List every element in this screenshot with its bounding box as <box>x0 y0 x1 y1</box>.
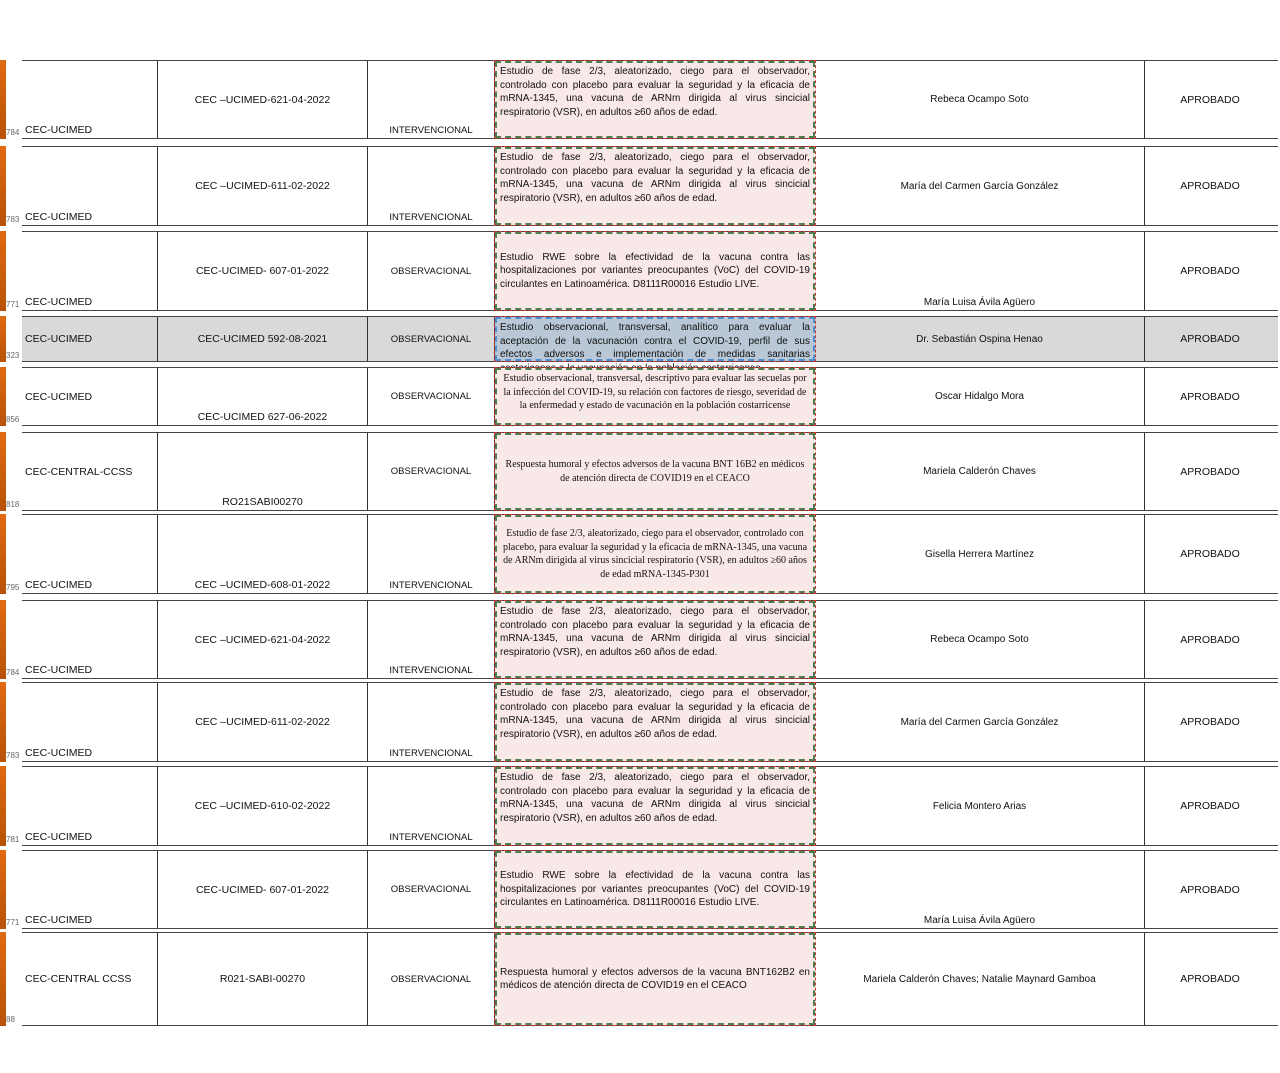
committee: CEC-UCIMED <box>25 914 93 926</box>
row-marker <box>0 766 6 846</box>
investigator: Mariela Calderón Chaves <box>923 466 1036 477</box>
row-cells <box>22 850 1278 929</box>
study-type: OBSERVACIONAL <box>390 466 472 477</box>
title-cell[interactable] <box>495 61 815 138</box>
committee: CEC-UCIMED <box>25 211 93 223</box>
investigator: María Luisa Ávila Agüero <box>923 297 1036 308</box>
committee: CEC-UCIMED <box>25 390 93 403</box>
committee-cell <box>22 515 158 593</box>
row-cells <box>22 766 1278 846</box>
code-cell <box>158 368 368 425</box>
type-cell <box>368 767 495 845</box>
title-cell[interactable] <box>495 767 815 845</box>
row-number: 784 <box>6 128 20 137</box>
investigator-cell <box>815 515 1145 593</box>
row-cells <box>22 682 1278 762</box>
table-row <box>0 60 1278 139</box>
type-cell <box>368 851 495 928</box>
row-marker <box>0 231 6 311</box>
investigator: María Luisa Ávila Agüero <box>923 915 1036 926</box>
title-cell[interactable] <box>495 147 815 225</box>
investigator-cell <box>815 601 1145 678</box>
code-cell <box>158 515 368 593</box>
title-cell[interactable] <box>495 683 815 761</box>
committee-cell <box>22 61 158 138</box>
study-type: INTERVENCIONAL <box>389 125 473 136</box>
status-cell <box>1145 851 1275 928</box>
committee-cell <box>22 232 158 310</box>
study-code: CEC –UCIMED-611-02-2022 <box>195 180 330 192</box>
study-code: CEC-UCIMED- 607-01-2022 <box>195 883 330 896</box>
row-cells <box>22 600 1278 679</box>
table-row <box>0 600 1278 679</box>
table-row <box>0 432 1278 511</box>
study-code: CEC –UCIMED-610-02-2022 <box>194 800 331 812</box>
committee-cell <box>22 147 158 225</box>
row-cells <box>22 60 1278 139</box>
study-title: Estudio observacional, transversal, analítico para evaluar la aceptación de la vacunación contra el COVID-19, perfil de sus efectos adversos e implementación de medidas sanitarias <box>500 322 810 360</box>
committee-cell <box>22 767 158 845</box>
investigator: Oscar Hidalgo Mora <box>935 391 1024 402</box>
type-cell <box>368 933 495 1025</box>
committee: CEC-UCIMED <box>25 747 93 759</box>
type-cell <box>368 601 495 678</box>
status-cell <box>1145 767 1275 845</box>
row-marker <box>0 682 6 762</box>
study-type: INTERVENCIONAL <box>389 212 473 223</box>
status-cell <box>1145 61 1275 138</box>
row-cells <box>22 316 1278 362</box>
row-number: 795 <box>6 583 20 592</box>
row-number: 856 <box>6 415 20 424</box>
row-marker <box>0 146 6 226</box>
study-type: INTERVENCIONAL <box>389 748 473 759</box>
type-cell <box>368 317 495 361</box>
table-row <box>0 146 1278 226</box>
type-cell <box>368 368 495 425</box>
study-title: Estudio RWE sobre la efectividad de la vacuna contra las hospitalizaciones por variantes preocupantes (VoC) del COVID-19 circulantes en Latinoamérica. D8111R00016 Estudio LIVE. <box>500 870 810 909</box>
investigator-cell <box>815 433 1145 510</box>
committee-cell <box>22 601 158 678</box>
row-number: 781 <box>6 835 20 844</box>
investigator: María del Carmen García González <box>900 180 1059 192</box>
row-cells <box>22 432 1278 511</box>
table-row <box>0 367 1278 426</box>
code-cell <box>158 147 368 225</box>
committee-cell <box>22 368 158 425</box>
status-badge: APROBADO <box>1180 633 1240 646</box>
investigator-cell <box>815 317 1145 361</box>
title-cell[interactable] <box>495 851 815 928</box>
status-badge: APROBADO <box>1180 973 1240 985</box>
title-cell[interactable] <box>495 232 815 310</box>
study-code: CEC –UCIMED-608-01-2022 <box>194 579 331 591</box>
study-type: OBSERVACIONAL <box>390 265 472 277</box>
investigator: Rebeca Ocampo Soto <box>930 94 1029 105</box>
study-type: OBSERVACIONAL <box>390 973 472 985</box>
study-type: OBSERVACIONAL <box>390 391 472 402</box>
title-cell[interactable] <box>495 368 815 425</box>
study-code: CEC –UCIMED-621-04-2022 <box>194 633 331 646</box>
committee: CEC-CENTRAL CCSS <box>25 973 132 985</box>
committee: CEC-UCIMED <box>25 333 93 345</box>
investigator-cell <box>815 767 1145 845</box>
study-code: RO21SABI00270 <box>222 496 303 508</box>
study-type: INTERVENCIONAL <box>389 580 473 591</box>
study-code: R021-SABI-00270 <box>219 973 306 985</box>
investigator: María del Carmen García González <box>900 716 1059 728</box>
study-code: CEC-UCIMED 627-06-2022 <box>197 411 328 423</box>
table-row <box>0 316 1278 362</box>
code-cell <box>158 683 368 761</box>
study-code: CEC –UCIMED-611-02-2022 <box>195 716 330 728</box>
status-cell <box>1145 147 1275 225</box>
row-marker <box>0 514 6 594</box>
committee: CEC-UCIMED <box>25 664 93 676</box>
row-number: 771 <box>6 918 20 927</box>
committee: CEC-UCIMED <box>25 296 93 308</box>
row-number: 88 <box>6 1015 15 1024</box>
study-title: Respuesta humoral y efectos adversos de la vacuna BNT 16B2 en médicos de atención directa de COVID19 en el CEACO <box>505 459 805 484</box>
code-cell <box>158 317 368 361</box>
study-title: Estudio de fase 2/3, aleatorizado, ciego para el observador, controlado con placebo para evaluar la seguridad y la eficacia de mRNA-1345, una vacuna de ARNm dirigida al virus sincicial respiratorio (VSR), en adultos ≥60 años de edad. <box>500 688 810 740</box>
status-badge: APROBADO <box>1180 883 1240 896</box>
investigator: Rebeca Ocampo Soto <box>930 634 1029 645</box>
study-type: OBSERVACIONAL <box>390 884 472 895</box>
investigator-cell <box>815 851 1145 928</box>
committee: CEC-UCIMED <box>25 579 93 591</box>
committee-cell <box>22 683 158 761</box>
committee-cell <box>22 317 158 361</box>
study-title: Estudio de fase 2/3, aleatorizado, ciego para el observador, controlado con placebo para evaluar la seguridad y la eficacia de mRNA-1345, una vacuna de ARNm dirigida al virus sincicial respiratorio (VSR), en adultos ≥60 años de edad. <box>500 606 810 658</box>
investigator: Dr. Sebastián Ospina Henao <box>916 333 1043 345</box>
study-code: CEC-UCIMED- 607-01-2022 <box>195 265 330 277</box>
status-cell <box>1145 317 1275 361</box>
status-badge: APROBADO <box>1180 180 1240 192</box>
table-row <box>0 514 1278 594</box>
status-badge: APROBADO <box>1180 548 1240 560</box>
table-row <box>0 766 1278 846</box>
status-cell <box>1145 601 1275 678</box>
type-cell <box>368 683 495 761</box>
row-number: 771 <box>6 300 20 309</box>
status-badge: APROBADO <box>1180 800 1240 812</box>
status-badge: APROBADO <box>1180 465 1240 478</box>
row-cells <box>22 231 1278 311</box>
table-row <box>0 231 1278 311</box>
type-cell <box>368 232 495 310</box>
committee: CEC-UCIMED <box>25 124 93 136</box>
row-marker <box>0 932 6 1026</box>
committee-cell <box>22 851 158 928</box>
code-cell <box>158 61 368 138</box>
table-row <box>0 850 1278 929</box>
investigator: Mariela Calderón Chaves; Natalie Maynard Gamboa <box>863 973 1096 985</box>
title-cell[interactable] <box>495 601 815 678</box>
row-cells <box>22 367 1278 426</box>
code-cell <box>158 767 368 845</box>
row-cells <box>22 514 1278 594</box>
study-title: Respuesta humoral y efectos adversos de la vacuna BNT162B2 en médicos de atención directa de COVID19 en el CEACO <box>500 966 810 991</box>
status-badge: APROBADO <box>1180 716 1240 728</box>
investigator-cell <box>815 933 1145 1025</box>
row-cells <box>22 146 1278 226</box>
row-number: 783 <box>6 751 20 760</box>
study-code: CEC-UCIMED 592-08-2021 <box>197 333 328 345</box>
investigator-cell <box>815 232 1145 310</box>
status-cell <box>1145 515 1275 593</box>
status-cell <box>1145 933 1275 1025</box>
type-cell <box>368 433 495 510</box>
table-row <box>0 682 1278 762</box>
investigator: Felicia Montero Arias <box>932 800 1027 812</box>
study-title: Estudio de fase 2/3, aleatorizado, ciego para el observador, controlado con placebo para evaluar la seguridad y la eficacia de mRNA-1345, una vacuna de ARNm dirigida al virus sincicial respiratorio (VSR), en adultos ≥60 años de edad. <box>500 66 810 118</box>
row-cells <box>22 932 1278 1026</box>
status-cell <box>1145 683 1275 761</box>
code-cell <box>158 933 368 1025</box>
status-badge: APROBADO <box>1180 265 1240 277</box>
committee-cell <box>22 933 158 1025</box>
study-code: CEC –UCIMED-621-04-2022 <box>194 93 331 106</box>
code-cell <box>158 232 368 310</box>
code-cell <box>158 601 368 678</box>
study-title: Estudio de fase 2/3, aleatorizado, ciego para el observador, controlado con placebo para evaluar la seguridad y la eficacia de mRNA-1345, una vacuna de ARNm dirigida al virus sincicial respiratorio (VSR), en adultos ≥60 años de edad. <box>500 772 810 824</box>
code-cell <box>158 433 368 510</box>
status-badge: APROBADO <box>1180 333 1240 345</box>
investigator-cell <box>815 368 1145 425</box>
status-cell <box>1145 368 1275 425</box>
study-type: OBSERVACIONAL <box>390 333 472 345</box>
title-cell[interactable] <box>495 433 815 510</box>
row-number: 818 <box>6 500 20 509</box>
status-cell <box>1145 433 1275 510</box>
committee-cell <box>22 433 158 510</box>
committee: CEC-UCIMED <box>25 831 93 843</box>
type-cell <box>368 61 495 138</box>
type-cell <box>368 147 495 225</box>
type-cell <box>368 515 495 593</box>
study-title: Estudio de fase 2/3, aleatorizado, ciego para el observador, controlado con placebo, para evaluar la seguridad y la eficacia de mRNA-1345, una vacuna de ARNm dirigida al virus sincicial respiratorio (VSR), en adultos ≥60 años de edad mRNA-1345-P301 <box>502 528 808 580</box>
status-badge: APROBADO <box>1180 93 1240 106</box>
table-row <box>0 932 1278 1026</box>
study-title: Estudio de fase 2/3, aleatorizado, ciego para el observador, controlado con placebo para evaluar la seguridad y la eficacia de mRNA-1345, una vacuna de ARNm dirigida al virus sincicial respiratorio (VSR), en adultos ≥60 años de edad. <box>500 152 810 204</box>
investigator-cell <box>815 683 1145 761</box>
investigator: Gisella Herrera Martínez <box>925 548 1034 560</box>
row-number: 784 <box>6 668 20 677</box>
study-type: INTERVENCIONAL <box>389 665 473 676</box>
row-number: 323 <box>6 351 20 360</box>
row-number: 783 <box>6 215 20 224</box>
title-cell[interactable] <box>495 933 815 1025</box>
study-type: INTERVENCIONAL <box>389 832 473 843</box>
investigator-cell <box>815 61 1145 138</box>
study-title: Estudio RWE sobre la efectividad de la vacuna contra las hospitalizaciones por variantes preocupantes (VoC) del COVID-19 circulantes en Latinoamérica. D8111R00016 Estudio LIVE. <box>500 251 810 290</box>
code-cell <box>158 851 368 928</box>
status-cell <box>1145 232 1275 310</box>
title-cell[interactable] <box>495 515 815 593</box>
investigator-cell <box>815 147 1145 225</box>
study-title: Estudio observacional, transversal, descriptivo para evaluar las secuelas por la infección del COVID-19, su relación con factores de riesgo, severidad de la enfermedad y estado de vacunación en la población costarricense <box>503 373 807 411</box>
title-cell[interactable] <box>495 317 815 361</box>
status-badge: APROBADO <box>1180 390 1240 403</box>
committee: CEC-CENTRAL-CCSS <box>25 465 133 478</box>
